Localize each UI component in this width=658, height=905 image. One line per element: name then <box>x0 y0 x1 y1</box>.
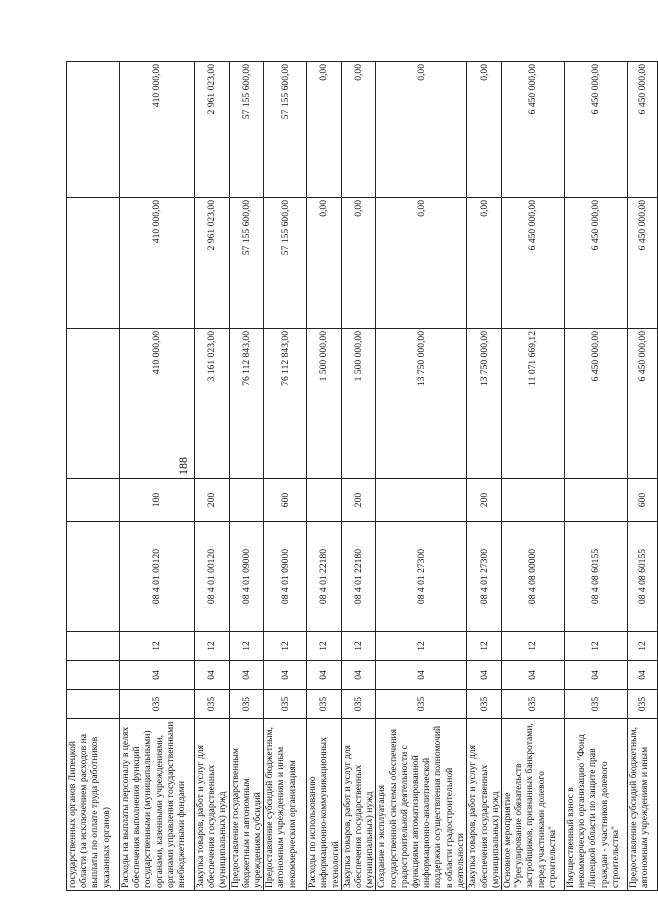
table-row <box>67 62 120 891</box>
table-row <box>195 62 230 891</box>
amount-year2-cell: 0,00 <box>467 198 502 329</box>
amount-year3-cell: 6 450 000,00 <box>565 62 628 198</box>
table-row <box>307 62 342 891</box>
code-section-cell: 04 <box>467 661 502 690</box>
amount-year3-cell: 0,00 <box>341 62 376 198</box>
table-row <box>502 62 565 891</box>
target-article-cell: 08 4 01 00120 <box>120 522 195 632</box>
amount-year2-cell: 410 000,00 <box>120 198 195 329</box>
code-section-cell: 04 <box>307 661 342 690</box>
code-ministry-cell: 035 <box>120 690 195 719</box>
amount-year2-cell: 57 155 600,00 <box>229 198 264 329</box>
amount-year1-cell: 410 000,00 <box>120 329 195 479</box>
expense-type-cell <box>502 479 565 522</box>
target-article-cell: 08 4 08 60155 <box>565 522 628 632</box>
row-name-cell: Имущественный взнос в некоммерческую организацию "Фонд Липецкой области по защите прав граждан - участников долевого строительства" <box>565 719 628 891</box>
target-article-cell: 08 4 01 09000 <box>264 522 307 632</box>
code-section-cell: 04 <box>376 661 467 690</box>
amount-year3-cell: 6 450 000,00 <box>502 62 565 198</box>
amount-year1-cell: 13 750 000,00 <box>467 329 502 479</box>
amount-year3-cell: 57 155 600,00 <box>229 62 264 198</box>
amount-year1-cell: 13 750 000,00 <box>376 329 467 479</box>
expense-type-cell <box>565 479 628 522</box>
target-article-cell: 08 4 01 27300 <box>467 522 502 632</box>
expense-type-cell: 200 <box>195 479 230 522</box>
amount-year2-cell: 0,00 <box>341 198 376 329</box>
row-name-cell: Предоставление субсидий бюджетным, автономным учреждениям и иным <box>628 719 658 891</box>
target-article-cell: 08 4 01 27300 <box>376 522 467 632</box>
amount-year1-cell: 1 500 000,00 <box>341 329 376 479</box>
target-article-cell: 08 4 01 22180 <box>341 522 376 632</box>
target-article-cell: 08 4 08 00000 <box>502 522 565 632</box>
code-subsection-cell: 12 <box>264 632 307 661</box>
code-ministry-cell: 035 <box>264 690 307 719</box>
amount-year3-cell: 57 155 600,00 <box>264 62 307 198</box>
row-name-cell: государственных органов Липецкой области (за исключением расходов на выплаты по оплате труда работников указанных органов) <box>67 719 120 891</box>
expense-type-cell: 600 <box>264 479 307 522</box>
code-subsection-cell: 12 <box>307 632 342 661</box>
expense-type-cell: 600 <box>628 479 658 522</box>
amount-year2-cell: 0,00 <box>376 198 467 329</box>
amount-year1-cell <box>67 329 120 479</box>
code-subsection-cell: 12 <box>565 632 628 661</box>
amount-year1-cell: 1 500 000,00 <box>307 329 342 479</box>
amount-year1-cell: 6 450 000,00 <box>628 329 658 479</box>
row-name-cell: Расходы на выплаты персоналу в целях обеспечения выполнения функций государственными (муниципальными) органами, казенными учреждениями, органами управления государственными внебюджетными фондами <box>120 719 195 891</box>
amount-year3-cell: 0,00 <box>376 62 467 198</box>
code-subsection-cell <box>67 632 120 661</box>
expense-type-cell: 100 <box>120 479 195 522</box>
table-row <box>376 62 467 891</box>
expense-type-cell: 200 <box>467 479 502 522</box>
code-section-cell: 04 <box>341 661 376 690</box>
code-ministry-cell: 035 <box>341 690 376 719</box>
amount-year3-cell: 410 000,00 <box>120 62 195 198</box>
code-ministry-cell: 035 <box>467 690 502 719</box>
amount-year2-cell: 57 155 600,00 <box>264 198 307 329</box>
expense-type-cell <box>376 479 467 522</box>
row-name-cell: Закупка товаров, работ и услуг для обеспечения государственных (муниципальных) нужд <box>341 719 376 891</box>
amount-year2-cell: 6 450 000,00 <box>502 198 565 329</box>
amount-year3-cell: 2 961 023,00 <box>195 62 230 198</box>
code-ministry-cell: 035 <box>195 690 230 719</box>
code-subsection-cell: 12 <box>341 632 376 661</box>
expense-type-cell: 200 <box>341 479 376 522</box>
code-section-cell: 04 <box>195 661 230 690</box>
amount-year1-cell: 3 161 023,00 <box>195 329 230 479</box>
code-subsection-cell: 12 <box>467 632 502 661</box>
row-name-cell: Основное мероприятие "Урегулирование обязательств застройщиков, признанных банкротами, перед участниками долевого строительства" <box>502 719 565 891</box>
amount-year3-cell <box>67 62 120 198</box>
code-ministry-cell <box>67 690 120 719</box>
table-row <box>264 62 307 891</box>
code-section-cell: 04 <box>229 661 264 690</box>
code-ministry-cell: 035 <box>565 690 628 719</box>
code-ministry-cell: 035 <box>628 690 658 719</box>
table-row <box>628 62 658 891</box>
expense-type-cell <box>67 479 120 522</box>
target-article-cell: 08 4 01 22180 <box>307 522 342 632</box>
row-name-cell: Закупка товаров, работ и услуг для обеспечения государственных (муниципальных) нужд <box>195 719 230 891</box>
target-article-cell: 08 4 01 09000 <box>229 522 264 632</box>
code-subsection-cell: 12 <box>502 632 565 661</box>
amount-year3-cell: 6 450 000,00 <box>628 62 658 198</box>
code-ministry-cell: 035 <box>307 690 342 719</box>
row-name-cell: Закупка товаров, работ и услуг для обеспечения государственных (муниципальных) нужд <box>467 719 502 891</box>
target-article-cell <box>67 522 120 632</box>
table-row <box>229 62 264 891</box>
code-section-cell: 04 <box>120 661 195 690</box>
amount-year2-cell: 6 450 000,00 <box>628 198 658 329</box>
amount-year2-cell: 2 961 023,00 <box>195 198 230 329</box>
row-name-cell: Предоставление государственным бюджетным и автономным учреждениям субсидий <box>229 719 264 891</box>
target-article-cell: 08 4 08 60155 <box>628 522 658 632</box>
target-article-cell: 08 4 01 00120 <box>195 522 230 632</box>
code-subsection-cell: 12 <box>195 632 230 661</box>
amount-year1-cell: 11 071 669,12 <box>502 329 565 479</box>
code-ministry-cell: 035 <box>502 690 565 719</box>
amount-year1-cell: 76 112 843,00 <box>229 329 264 479</box>
code-section-cell: 04 <box>264 661 307 690</box>
code-subsection-cell: 12 <box>376 632 467 661</box>
amount-year1-cell: 6 450 000,00 <box>565 329 628 479</box>
table-row <box>565 62 628 891</box>
table-row <box>120 62 195 891</box>
code-section-cell <box>67 661 120 690</box>
code-ministry-cell: 035 <box>376 690 467 719</box>
amount-year3-cell: 0,00 <box>307 62 342 198</box>
page-number: 188 <box>176 457 190 475</box>
amount-year2-cell <box>67 198 120 329</box>
row-name-cell: Предоставление субсидий бюджетным, автономным учреждениям и иным некоммерческим организациям <box>264 719 307 891</box>
code-section-cell: 04 <box>502 661 565 690</box>
table-row <box>341 62 376 891</box>
amount-year2-cell: 0,00 <box>307 198 342 329</box>
code-ministry-cell: 035 <box>229 690 264 719</box>
code-subsection-cell: 12 <box>229 632 264 661</box>
amount-year1-cell: 76 112 843,00 <box>264 329 307 479</box>
code-section-cell: 04 <box>628 661 658 690</box>
budget-table <box>66 61 658 891</box>
amount-year2-cell: 6 450 000,00 <box>565 198 628 329</box>
amount-year3-cell: 0,00 <box>467 62 502 198</box>
row-name-cell: Создание и эксплуатация государственной системы обеспечения градостроительной деятельности с функциями автоматизированной информационно-аналитической поддержки осуществления полномочий в области градостроительной деятельности <box>376 719 467 891</box>
code-subsection-cell: 12 <box>628 632 658 661</box>
code-section-cell: 04 <box>565 661 628 690</box>
expense-type-cell <box>307 479 342 522</box>
table-row <box>467 62 502 891</box>
code-subsection-cell: 12 <box>120 632 195 661</box>
row-name-cell: Расходы по использованию информационно-коммуникационных технологий <box>307 719 342 891</box>
expense-type-cell <box>229 479 264 522</box>
